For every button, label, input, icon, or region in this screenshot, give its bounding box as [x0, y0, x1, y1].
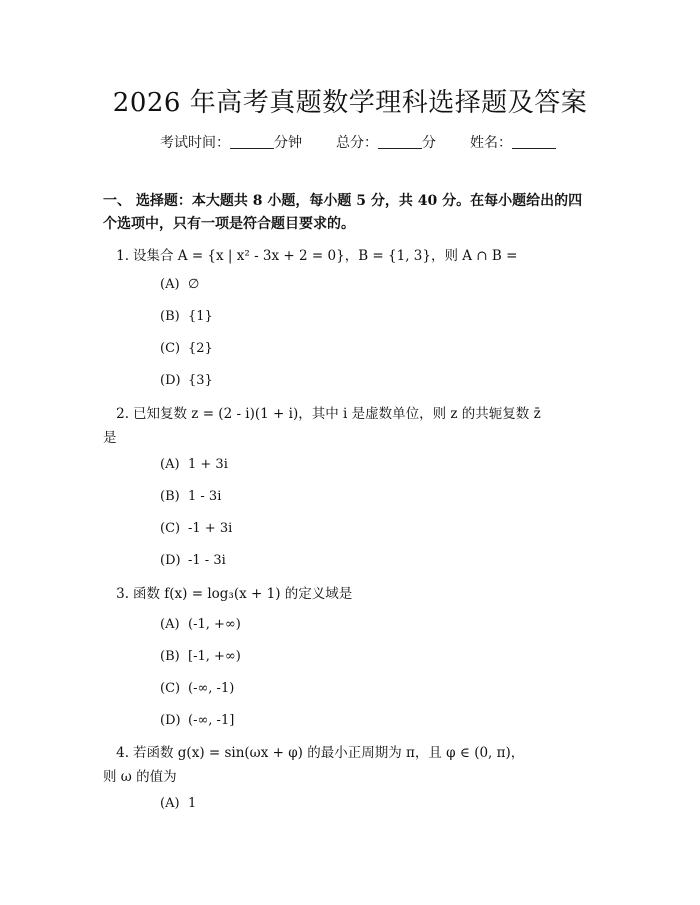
option-text: (-∞, -1]: [188, 713, 235, 728]
option-text: {1}: [188, 309, 213, 324]
option-label: (C): [160, 521, 181, 536]
option-1c: [160, 341, 213, 356]
question-number: 3.: [116, 586, 129, 602]
time-unit: 分钟: [274, 135, 302, 151]
option-3c: [160, 681, 234, 696]
option-label: (D): [160, 553, 181, 568]
question-text: 函数 f(x) = log₃(x + 1) 的定义域是: [133, 586, 353, 602]
option-label: (C): [160, 341, 181, 356]
question-3: [103, 582, 593, 606]
option-2a: [160, 457, 228, 472]
question-text: 已知复数 z = (2 - i)(1 + i)，其中 i 是虚数单位，则 z 的共轭复数 z̄: [133, 406, 541, 422]
option-2b: [160, 489, 221, 504]
option-text: -1 + 3i: [188, 521, 233, 536]
option-label: (C): [160, 681, 181, 696]
option-label: (B): [160, 309, 180, 324]
question-text-cont: 是: [103, 430, 117, 446]
option-text: 1 + 3i: [188, 457, 228, 472]
option-text: 1: [188, 796, 197, 811]
name-label: 姓名：: [470, 135, 512, 151]
option-label: (A): [160, 457, 180, 472]
question-text: 设集合 A = {x | x² - 3x + 2 = 0}，B = {1, 3}，则 A ∩ B =: [133, 248, 518, 264]
score-label: 总分：: [336, 135, 378, 151]
name-blank: [512, 136, 556, 149]
option-3d: [160, 713, 234, 728]
time-blank: [230, 136, 274, 149]
question-text-cont: 则 ω 的值为: [103, 769, 177, 785]
option-text: {2}: [188, 341, 213, 356]
option-2c: [160, 521, 232, 536]
option-label: (A): [160, 277, 180, 292]
option-1d: [160, 373, 213, 388]
option-2d: [160, 553, 226, 568]
option-text: (-∞, -1): [188, 681, 235, 696]
time-label: 考试时间：: [160, 135, 230, 151]
option-label: (A): [160, 796, 180, 811]
option-1b: [160, 309, 213, 324]
option-text: (-1, +∞): [188, 617, 241, 632]
question-number: 2.: [116, 406, 129, 422]
question-2: [103, 402, 593, 450]
question-4: [103, 741, 593, 789]
option-label: (D): [160, 373, 181, 388]
option-1a: [160, 277, 199, 292]
question-number: 1.: [116, 248, 129, 264]
option-4a: [160, 796, 196, 811]
question-number: 4.: [116, 745, 129, 761]
option-text: ∅: [188, 277, 200, 292]
section-heading: 一、 选择题：本大题共 8 小题，每小题 5 分，共 40 分。在每小题给出的四个选项中，只有一项是符合题目要求的。: [103, 193, 583, 232]
option-3a: [160, 617, 241, 632]
option-label: (B): [160, 489, 180, 504]
option-text: 1 - 3i: [188, 489, 222, 504]
option-label: (B): [160, 649, 180, 664]
option-3b: [160, 649, 241, 664]
option-label: (D): [160, 713, 181, 728]
option-text: [-1, +∞): [188, 649, 241, 664]
question-1: [103, 244, 593, 268]
option-label: (A): [160, 617, 180, 632]
score-unit: 分: [422, 135, 436, 151]
option-text: -1 - 3i: [188, 553, 226, 568]
exam-meta: [160, 132, 556, 152]
question-text: 若函数 g(x) = sin(ωx + φ) 的最小正周期为 π，且 φ ∈ (0, π)，: [133, 745, 525, 761]
page-title: 2026 年高考真题数学理科选择题及答案: [112, 88, 588, 118]
score-blank: [378, 136, 422, 149]
option-text: {3}: [188, 373, 213, 388]
